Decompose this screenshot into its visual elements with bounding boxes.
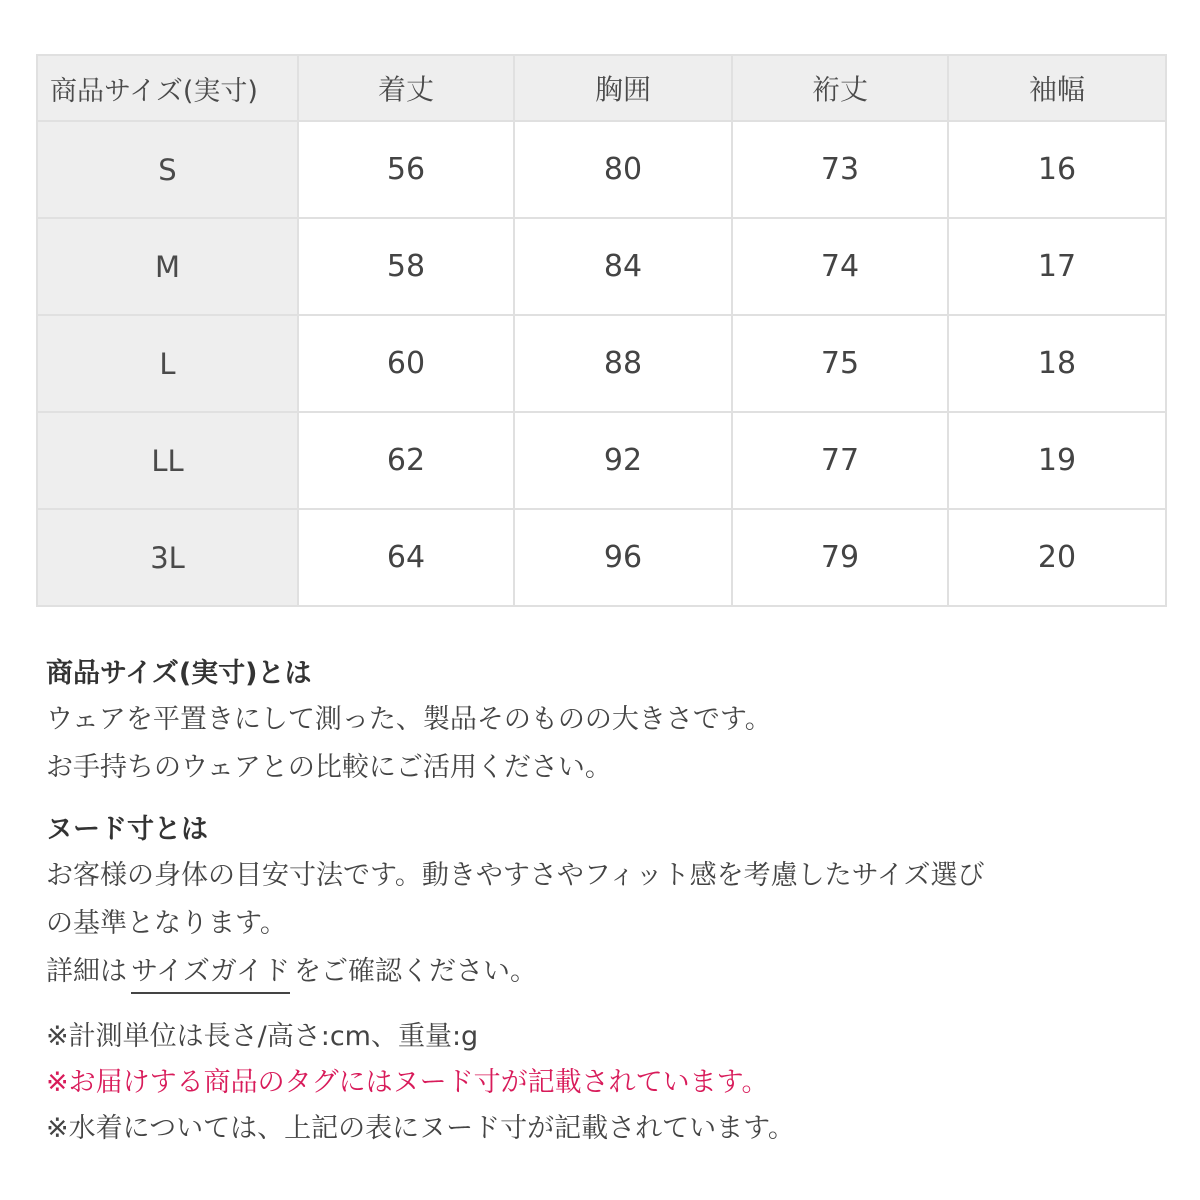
- swimwear-footnote: ※水着については、上記の表にヌード寸が記載されています。: [46, 1113, 795, 1144]
- table-row: [37, 218, 1166, 315]
- cell-sleeve-width: 16: [948, 121, 1166, 218]
- table-header-row: [37, 55, 1166, 121]
- size-guide-link[interactable]: サイズガイド: [131, 952, 290, 994]
- cell-sleeve-width: 18: [948, 315, 1166, 412]
- row-size-label: L: [37, 315, 298, 412]
- table-row: [37, 121, 1166, 218]
- detail-suffix: をご確認ください。: [294, 956, 538, 987]
- cell-chest: 84: [514, 218, 732, 315]
- header-chest: 胸囲: [514, 55, 732, 121]
- cell-sleeve-length: 73: [732, 121, 948, 218]
- row-size-label: M: [37, 218, 298, 315]
- cell-length: 56: [298, 121, 514, 218]
- cell-chest: 80: [514, 121, 732, 218]
- table-row: [37, 315, 1166, 412]
- header-length: 着丈: [298, 55, 514, 121]
- actual-size-title: 商品サイズ(実寸)とは: [46, 658, 312, 689]
- size-guide-sentence: [46, 948, 1166, 996]
- row-size-label: S: [37, 121, 298, 218]
- tag-notice-footnote: ※お届けする商品のタグにはヌード寸が記載されています。: [46, 1067, 769, 1098]
- units-footnote: ※計測単位は長さ/高さ:cm、重量:g: [46, 1021, 479, 1052]
- row-size-label: LL: [37, 412, 298, 509]
- cell-chest: 92: [514, 412, 732, 509]
- nude-size-line-2: の基準となります。: [46, 908, 287, 939]
- actual-size-line-1: ウェアを平置きにして測った、製品そのものの大きさです。: [46, 704, 772, 735]
- cell-chest: 96: [514, 509, 732, 606]
- nude-size-explanation: [46, 808, 1166, 996]
- cell-length: 60: [298, 315, 514, 412]
- cell-sleeve-width: 19: [948, 412, 1166, 509]
- nude-size-line-1: お客様の身体の目安寸法です。動きやすさやフィット感を考慮したサイズ選び: [46, 860, 985, 891]
- row-size-label: 3L: [37, 509, 298, 606]
- header-sleeve-length: 裄丈: [732, 55, 948, 121]
- cell-length: 62: [298, 412, 514, 509]
- cell-sleeve-width: 17: [948, 218, 1166, 315]
- footnotes: [46, 1014, 1166, 1152]
- cell-sleeve-length: 77: [732, 412, 948, 509]
- header-product-size: 商品サイズ(実寸): [37, 55, 298, 121]
- detail-prefix: 詳細は: [46, 956, 127, 987]
- cell-sleeve-length: 74: [732, 218, 948, 315]
- actual-size-explanation: [46, 652, 1166, 792]
- cell-sleeve-length: 75: [732, 315, 948, 412]
- cell-length: 64: [298, 509, 514, 606]
- cell-chest: 88: [514, 315, 732, 412]
- header-sleeve-width: 袖幅: [948, 55, 1166, 121]
- cell-sleeve-width: 20: [948, 509, 1166, 606]
- size-table: [36, 54, 1167, 607]
- actual-size-line-2: お手持ちのウェアとの比較にご活用ください。: [46, 752, 612, 783]
- cell-length: 58: [298, 218, 514, 315]
- cell-sleeve-length: 79: [732, 509, 948, 606]
- table-row: [37, 509, 1166, 606]
- size-notes: [46, 652, 1166, 1152]
- table-row: [37, 412, 1166, 509]
- nude-size-title: ヌード寸とは: [46, 814, 208, 845]
